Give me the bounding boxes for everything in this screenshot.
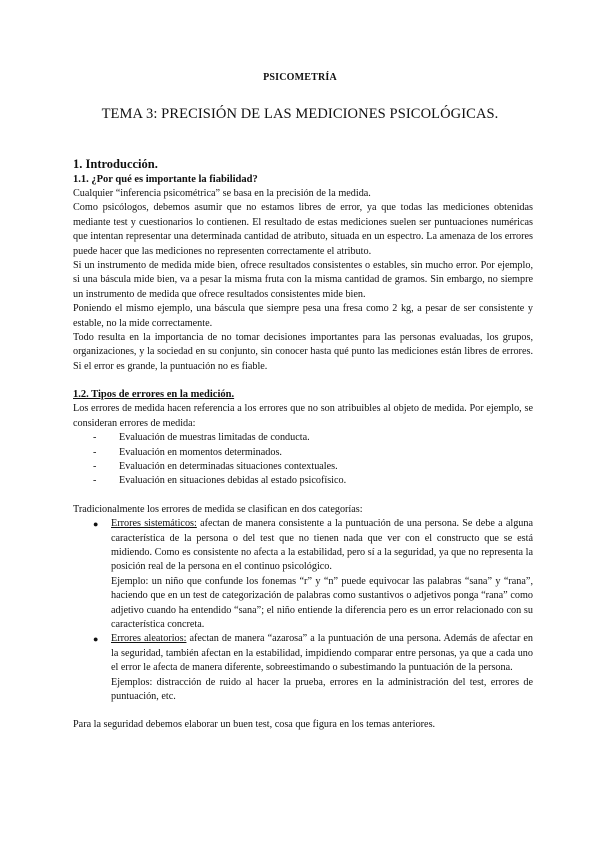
paragraph-inferencia: Cualquier “inferencia psicométrica” se basa en la precisión de la medida. bbox=[73, 188, 371, 199]
list-item: - Evaluación en momentos determinados. bbox=[93, 446, 533, 460]
list-item: - Evaluación en situaciones debidas al estado psicofísico. bbox=[93, 474, 533, 488]
paragraph-instrumento-medida: Si un instrumento de medida mide bien, ofrece resultados consistentes o estables, sin mucho error. Por ejemplo, si una báscula mide bien, va a pesar la misma fruta con la misma cantidad de gramos. Sin embargo, no siempre un instrumento de medida que ofrece resultados consistentes mide bien. bbox=[73, 260, 533, 300]
term-errores-aleatorios: Errores aleatorios: bbox=[111, 633, 187, 645]
term-errores-sistematicos: Errores sistemáticos: bbox=[111, 518, 197, 530]
paragraph-importancia-decisiones: Todo resulta en la importancia de no tomar decisiones importantes para las personas evaluadas, los grupos, organizaciones, y la sociedad en su conjunto, sin conocer hasta qué punto las mediciones están libres de errores. Si el error es grande, la puntuación no es fiable. bbox=[73, 332, 533, 372]
dash-marker: - bbox=[93, 460, 97, 472]
dash-marker: - bbox=[93, 432, 97, 444]
example-text: Ejemplo: un niño que confunde los fonemas “r” y “n” puede equivocar las palabras “sana” y “rana”, haciendo que en un test de categorización de palabras como sustantivos o adjetivos ponga “rana” como adjetivo cuando ha entendido “sana”; el niño entiende la diferencia pero es un error relacionado con su característica concreta. bbox=[111, 575, 533, 630]
list-item-errores-sistematicos bbox=[93, 517, 533, 632]
definition-text: afectan de manera “azarosa” a la puntuación de una persona. Además de afectar en la seguridad, también afectan en la estabilidad, impidiendo comparar entre personas, ya que a cada uno el error le afecta de manera diferente, sobreestimando o subestimando la puntuación de la persona. bbox=[111, 633, 533, 674]
dash-marker: - bbox=[93, 446, 97, 458]
subsection-heading-fiabilidad: 1.1. ¿Por qué es importante la fiabilidad? bbox=[73, 174, 258, 185]
error-examples-list bbox=[93, 431, 533, 489]
dash-marker: - bbox=[93, 475, 97, 487]
list-item: - Evaluación en determinadas situaciones contextuales. bbox=[93, 460, 533, 474]
list-item-errores-aleatorios bbox=[93, 632, 533, 704]
section-heading-introduccion: 1. Introducción. bbox=[73, 157, 158, 171]
paragraph-psicologos-error: Como psicólogos, debemos asumir que no estamos libres de error, ya que todas las mediciones obtenidas mediante test y cuestionarios lo contienen. El resultado de estas mediciones suelen ser puntuaciones numéricas que intentan representar una determinada cantidad de atributo, situada en un espectro. La amenaza de los errores puede hacer que las mediciones no representen correctamente el atributo. bbox=[73, 202, 533, 257]
definition-text: afectan de manera consistente a la puntuación de una persona. Se debe a alguna característica de la persona o del test que no tienen nada que ver con el constructo que se está midiendo. Como es consistente no afecta a la estabilidad, pero sí a la seguridad, ya que no representa la posición real de la persona en el continuo psicológico. bbox=[111, 518, 534, 573]
document-body bbox=[73, 156, 533, 733]
bullet-marker: ● bbox=[93, 634, 99, 645]
paragraph-errores-intro: Los errores de medida hacen referencia a los errores que no son atribuibles al objeto de medida. Por ejemplo, se consideran errores de medida: bbox=[73, 403, 533, 429]
paragraph-bascula-ejemplo: Poniendo el mismo ejemplo, una báscula que siempre pesa una fresa como 2 kg, a pesar de ser consistente y estable, no la mide correctamente. bbox=[73, 303, 533, 329]
document-header: PSICOMETRÍA bbox=[263, 72, 337, 83]
paragraph-conclusion: Para la seguridad debemos elaborar un buen test, cosa que figura en los temas anteriores. bbox=[73, 719, 436, 731]
subsection-heading-tipos-errores: 1.2. Tipos de errores en la medición. bbox=[73, 389, 235, 401]
bullet-marker: ● bbox=[93, 519, 99, 530]
list-item: - Evaluación de muestras limitadas de conducta. bbox=[93, 431, 533, 445]
example-text: Ejemplos: distracción de ruido al hacer la prueba, errores en la administración del test, errores de puntuación, etc. bbox=[111, 676, 533, 702]
error-categories-list bbox=[93, 517, 533, 704]
document-title: TEMA 3: PRECISIÓN DE LAS MEDICIONES PSICOLÓGICAS. bbox=[101, 106, 499, 122]
paragraph-clasificacion: Tradicionalmente los errores de medida se clasifican en dos categorías: bbox=[73, 503, 363, 515]
